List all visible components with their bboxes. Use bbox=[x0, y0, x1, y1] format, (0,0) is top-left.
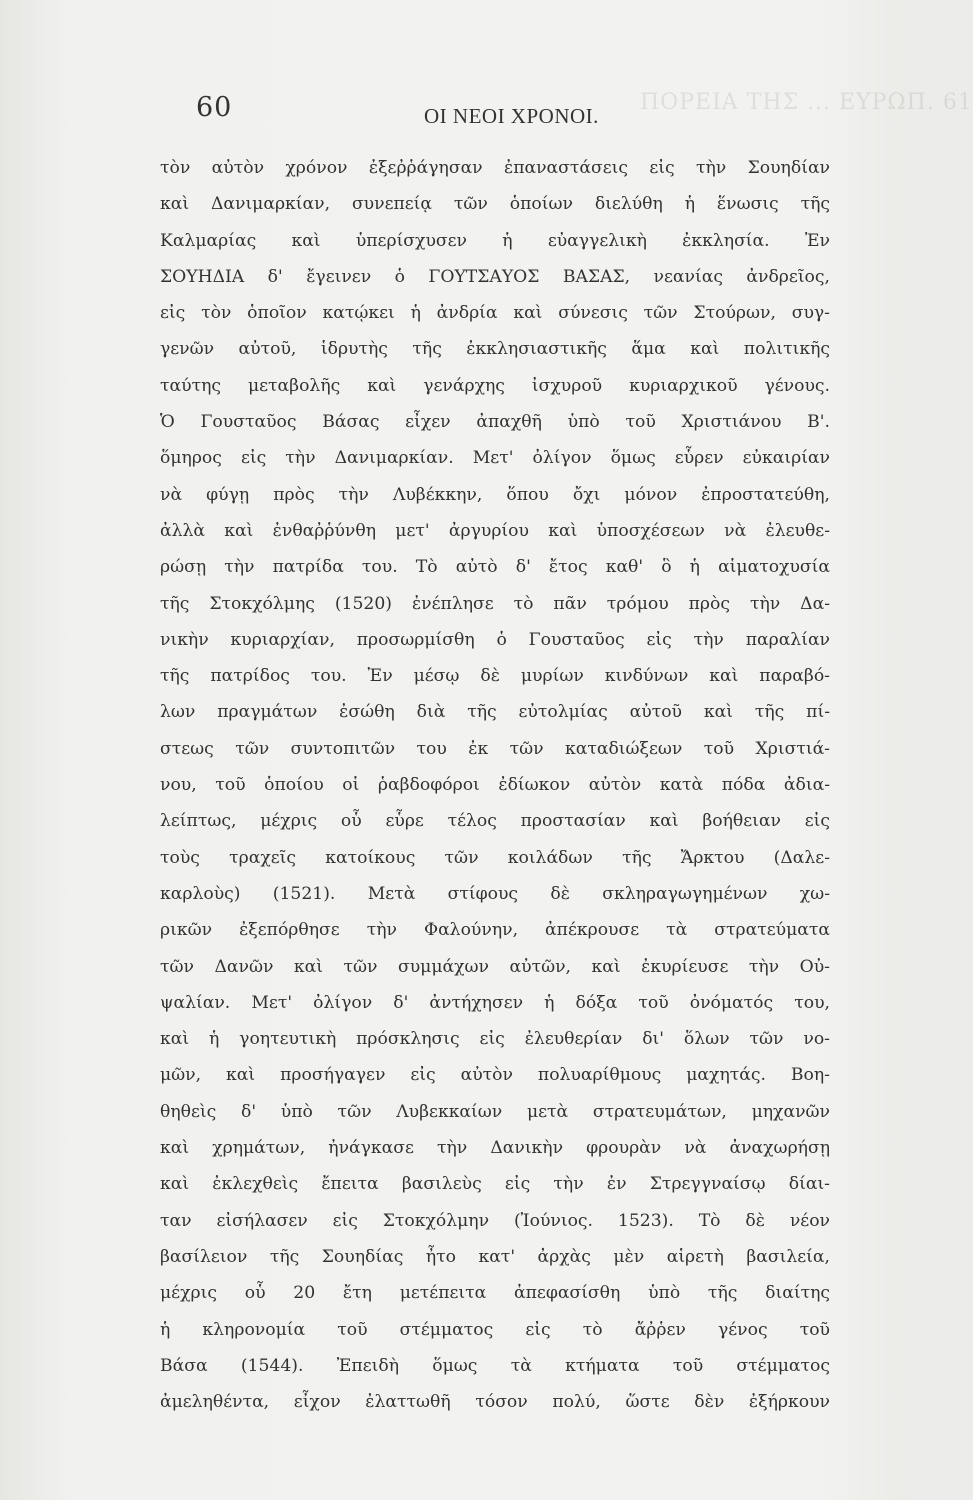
text-line: ἀμεληθέντα, εἶχον ἐλαττωθῆ τόσον πολύ, ὥστε δὲν ἐξήρκουν bbox=[160, 1392, 830, 1413]
text-line: νὰ φύγῃ πρὸς τὴν Λυβέκκην, ὅπου ὄχι μόνον ἐπροστατεύθη, bbox=[160, 484, 830, 505]
text-line: στεως τῶν συντοπιτῶν του ἐκ τῶν καταδιώξεων τοῦ Χριστιά- bbox=[160, 738, 830, 759]
text-line: ΣΟΥΗΔΙΑ δ' ἔγεινεν ὁ ΓΟΥΤΣΑΥΟΣ ΒΑΣΑΣ, νεανίας ἀνδρεῖος, bbox=[160, 266, 830, 287]
text-line: ὅμηρος εἰς τὴν Δανιμαρκίαν. Μετ' ὀλίγον ὅμως εὗρεν εὐκαιρίαν bbox=[160, 448, 830, 469]
text-line: μέχρις οὗ 20 ἔτη μετέπειτα ἀπεφασίσθη ὑπὸ τῆς διαίτης bbox=[160, 1283, 830, 1304]
text-line: ρικῶν ἐξεπόρθησε τὴν Φαλούνην, ἀπέκρουσε τὰ στρατεύματα bbox=[160, 920, 830, 941]
text-line: Ὁ Γουσταῦος Βάσας εἶχεν ἀπαχθῆ ὑπὸ τοῦ Χριστιάνου Β'. bbox=[160, 412, 830, 433]
text-line: γενῶν αὐτοῦ, ἱδρυτὴς τῆς ἐκκλησιαστικῆς ἅμα καὶ πολιτικῆς bbox=[160, 339, 830, 360]
text-line: ταν εἰσήλασεν εἰς Στοκχόλμην (Ἰούνιος. 1523). Τὸ δὲ νέον bbox=[160, 1210, 830, 1231]
text-line: νου, τοῦ ὁποίου οἱ ῥαβδοφόροι ἐδίωκον αὐτὸν κατὰ πόδα ἀδια- bbox=[160, 775, 830, 796]
text-line: τὸν αὐτὸν χρόνον ἐξεῤῥάγησαν ἐπαναστάσεις εἰς τὴν Σουηδίαν bbox=[160, 158, 830, 178]
text-line: Βάσα (1544). Ἐπειδὴ ὅμως τὰ κτήματα τοῦ στέμματος bbox=[160, 1355, 830, 1376]
text-line: ἡ κληρονομία τοῦ στέμματος εἰς τὸ ἄῤῥεν γένος τοῦ bbox=[160, 1319, 830, 1340]
bleed-through-text: ΠΟΡΕΙΑ ΤΗΣ ... ΕΥΡΩΠ. 61 bbox=[640, 90, 973, 115]
text-line: νικὴν κυριαρχίαν, προσωρμίσθη ὁ Γουσταῦος εἰς τὴν παραλίαν bbox=[160, 629, 830, 650]
text-line: ρώσῃ τὴν πατρίδα του. Τὸ αὐτὸ δ' ἔτος καθ' ὃ ἡ αἱματοχυσία bbox=[160, 557, 830, 578]
text-line: καρλοὺς) (1521). Μετὰ στίφους δὲ σκληραγωγημένων χω- bbox=[160, 883, 830, 904]
text-line: ψαλίαν. Μετ' ὀλίγον δ' ἀντήχησεν ἡ δόξα τοῦ ὀνόματός του, bbox=[160, 992, 830, 1013]
text-line: ἀλλὰ καὶ ἐνθαῤῥύνθη μετ' ἀργυρίου καὶ ὑποσχέσεων νὰ ἐλευθε- bbox=[160, 520, 830, 541]
text-line: καὶ ἡ γοητευτικὴ πρόσκλησις εἰς ἐλευθερίαν δι' ὅλων τῶν νο- bbox=[160, 1029, 830, 1050]
text-line: βασίλειον τῆς Σουηδίας ἦτο κατ' ἀρχὰς μὲν αἱρετὴ βασιλεία, bbox=[160, 1246, 830, 1267]
text-line: Καλμαρίας καὶ ὑπερίσχυσεν ἡ εὐαγγελικὴ ἐκκλησία. Ἐν bbox=[160, 230, 830, 251]
text-line: λείπτως, μέχρις οὗ εὗρε τέλος προστασίαν καὶ βοήθειαν εἰς bbox=[160, 811, 830, 832]
page-number: 60 bbox=[196, 92, 233, 123]
text-line: εἰς τὸν ὁποῖον κατῴκει ἡ ἀνδρία καὶ σύνεσις τῶν Στούρων, συγ- bbox=[160, 303, 830, 324]
running-head: ΟΙ ΝΕΟΙ ΧΡΟΝΟΙ. bbox=[424, 104, 599, 128]
text-line: θηθεὶς δ' ὑπὸ τῶν Λυβεκκαίων μετὰ στρατευμάτων, μηχανῶν bbox=[160, 1101, 830, 1122]
text-line: καὶ χρημάτων, ἠνάγκασε τὴν Δανικὴν φρουρὰν νὰ ἀναχωρήσῃ bbox=[160, 1138, 830, 1159]
text-line: τῶν Δανῶν καὶ τῶν συμμάχων αὐτῶν, καὶ ἐκυρίευσε τὴν Οὐ- bbox=[160, 956, 830, 977]
text-line: καὶ ἐκλεχθεὶς ἔπειτα βασιλεὺς εἰς τὴν ἐν Στρεγγναίσῳ δίαι- bbox=[160, 1174, 830, 1195]
text-line: ταύτης μεταβολῆς καὶ γενάρχης ἰσχυροῦ κυριαρχικοῦ γένους. bbox=[160, 375, 830, 396]
text-line: τῆς Στοκχόλμης (1520) ἐνέπλησε τὸ πᾶν τρόμου πρὸς τὴν Δα- bbox=[160, 593, 830, 614]
text-line: λων πραγμάτων ἐσώθη διὰ τῆς εὐτολμίας αὐτοῦ καὶ τῆς πί- bbox=[160, 702, 830, 723]
body-text bbox=[160, 150, 830, 1420]
text-line: καὶ Δανιμαρκίαν, συνεπείᾳ τῶν ὁποίων διελύθη ἡ ἕνωσις τῆς bbox=[160, 194, 830, 215]
text-line: τοὺς τραχεῖς κατοίκους τῶν κοιλάδων τῆς Ἄρκτου (Δαλε- bbox=[160, 847, 830, 868]
text-line: τῆς πατρίδος του. Ἐν μέσῳ δὲ μυρίων κινδύνων καὶ παραβό- bbox=[160, 666, 830, 687]
text-line: μῶν, καὶ προσήγαγεν εἰς αὐτὸν πολυαρίθμους μαχητάς. Βοη- bbox=[160, 1065, 830, 1086]
